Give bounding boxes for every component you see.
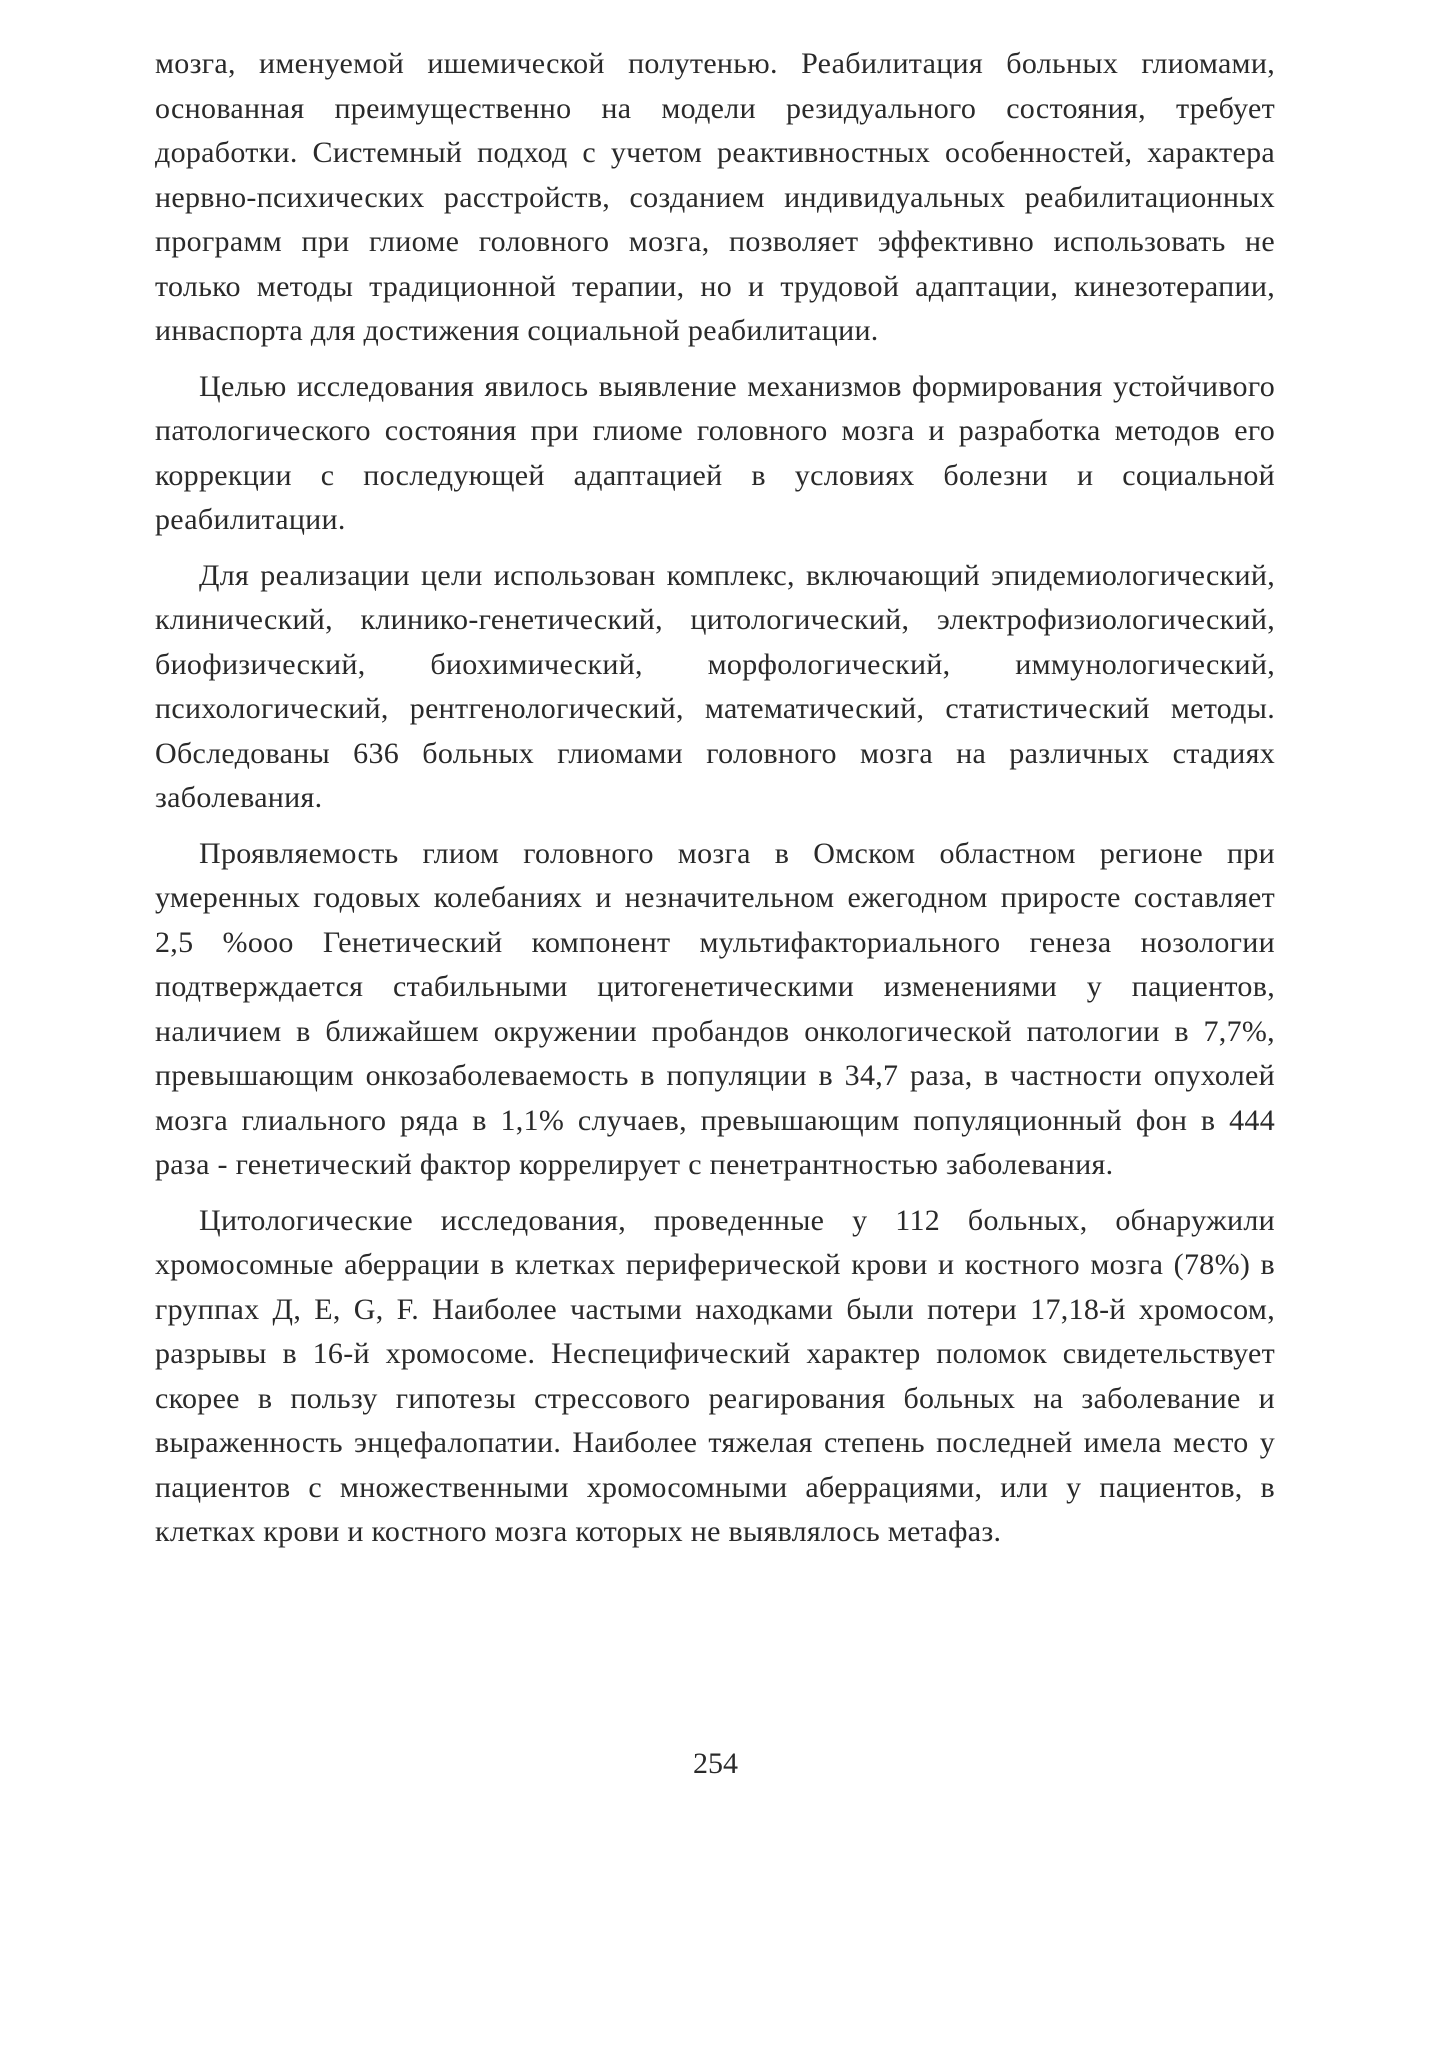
paragraph-4: Проявляемость глиом головного мозга в Омском областном регионе при умеренных годовых колебаниях и незначительном ежегодном приросте составляет 2,5 %ооо Генетический компонент мультифакториального генеза нозологии подтверждается стабильными цитогенетическими изменениями у пациентов, наличием в ближайшем окружении пробандов онкологической патологии в 7,7%, превышающим онкозаболеваемость в популяции в 34,7 раза, в частности опухолей мозга глиального ряда в 1,1% случаев, превышающим популяционный фон в 444 раза - генетический фактор коррелирует с пенетрантностью заболевания. bbox=[155, 836, 1275, 1181]
paragraph-1: мозга, именуемой ишемической полутенью. Реабилитация больных глиомами, основанная преимущественно на модели резидуального состояния, требует доработки. Системный подход с учетом реактивностных особенностей, характера нервно-психических расстройств, созданием индивидуальных реабилитационных программ при глиоме головного мозга, позволяет эффективно использовать не только методы традиционной терапии, но и трудовой адаптации, кинезотерапии, инваспорта для достижения социальной реабилитации. bbox=[155, 47, 1275, 347]
paragraph-5: Цитологические исследования, проведенные у 112 больных, обнаружили хромосомные аберрации в клетках периферической крови и костного мозга (78%) в группах Д, Е, G, F. Наиболее частыми находками были потери 17,18-й хромосом, разрывы в 16-й хромосоме. Неспецифический характер поломок свидетельствует скорее в пользу гипотезы стрессового реагирования больных на заболевание и выраженность энцефалопатии. Наиболее тяжелая степень последней имела место у пациентов с множественными хромосомными аберрациями, или у пациентов, в клетках крови и костного мозга которых не выявлялось метафаз. bbox=[155, 1203, 1275, 1548]
page-number: 254 bbox=[693, 1747, 738, 1780]
paragraph-2: Целью исследования явилось выявление механизмов формирования устойчивого патологического состояния при глиоме головного мозга и разработка методов его коррекции с последующей адаптацией в условиях болезни и социальной реабилитации. bbox=[155, 369, 1275, 536]
paragraph-3: Для реализации цели использован комплекс, включающий эпидемиологический, клинический, клинико-генетический, цитологический, электрофизиологический, биофизический, биохимический, морфологический, иммунологический, психологический, рентгенологический, математический, статистический методы. Обследованы 636 больных глиомами головного мозга на различных стадиях заболевания. bbox=[155, 558, 1275, 814]
body-text bbox=[155, 42, 1275, 1566]
